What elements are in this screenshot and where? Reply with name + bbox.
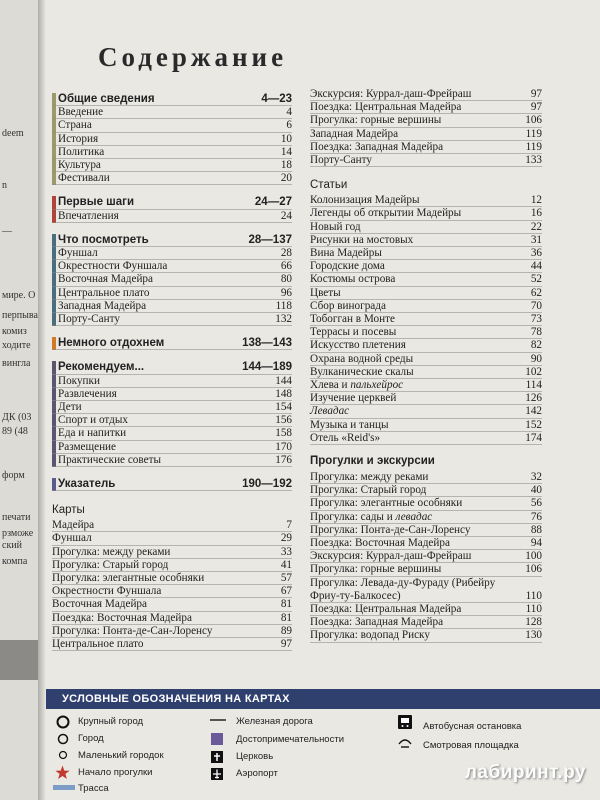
articles-heading: Статьи — [310, 179, 348, 192]
toc-entry[interactable] — [310, 616, 542, 629]
entry-title: Политика — [58, 145, 105, 158]
entry-page: 110 — [525, 603, 542, 615]
entry-page: 118 — [275, 299, 292, 312]
entry-page: 106 — [525, 114, 542, 127]
entry-title: Поездка: Западная Мадейра — [310, 140, 444, 153]
entry-title: Порту-Санту — [310, 154, 372, 166]
entry-title: Фриу-ту-Балкосес) — [310, 589, 401, 602]
entry-page: 133 — [525, 154, 542, 166]
toc-entry[interactable] — [52, 146, 292, 159]
toc-entry[interactable] — [52, 612, 292, 625]
entry-title: Центральное плато — [58, 286, 150, 299]
snippet-text: 89 (48 — [2, 426, 28, 437]
entry-page: 130 — [525, 629, 542, 642]
book-spine-shadow — [38, 0, 46, 800]
entry-page: 18 — [280, 159, 292, 171]
entry-page: 40 — [530, 484, 542, 497]
toc-entry[interactable] — [52, 313, 292, 326]
snippet-text: печати — [2, 512, 31, 523]
toc-entry[interactable] — [310, 353, 542, 366]
entry-title-italic: пальхейрос — [350, 379, 404, 391]
legend-airport: Аэропорт — [236, 768, 278, 779]
legend-sights: Достопримечательности — [236, 734, 345, 745]
toc-entry[interactable] — [52, 559, 292, 572]
toc-entry[interactable] — [310, 128, 542, 141]
toc-entry[interactable] — [310, 194, 542, 207]
entry-title: Первые шаги — [58, 196, 135, 209]
toc-entry[interactable] — [310, 511, 542, 524]
map-legend — [38, 683, 600, 800]
toc-entry[interactable] — [310, 234, 542, 247]
toc-entry[interactable] — [310, 221, 542, 234]
entry-title: Прогулка: между реками — [310, 471, 429, 483]
toc-entry[interactable] — [310, 339, 542, 352]
toc-entry[interactable] — [310, 154, 542, 167]
toc-entry[interactable] — [52, 210, 292, 223]
entry-page: 28 — [280, 247, 292, 259]
entry-title: Прогулка: Понта-де-Сан-Лоренсу — [310, 523, 471, 536]
snippet-text: n — [2, 180, 7, 191]
entry-title: Западная Мадейра — [310, 127, 399, 140]
snippet-text: перпыва — [2, 310, 38, 321]
toc-entry[interactable] — [310, 313, 542, 326]
toc-entry[interactable] — [310, 471, 542, 484]
entry-title: Прогулка: Старый город — [310, 484, 427, 497]
toc-entry[interactable] — [52, 401, 292, 414]
entry-title: Рисунки на мостовых — [310, 233, 414, 246]
entry-title: Порту-Санту — [58, 313, 120, 325]
toc-entry[interactable] — [310, 326, 542, 339]
entry-title: Прогулка: Понта-де-Сан-Лоренсу — [52, 624, 213, 637]
toc-entry[interactable] — [310, 550, 542, 563]
divider — [52, 349, 292, 350]
divider — [52, 325, 292, 326]
entry-page: 148 — [275, 387, 292, 400]
toc-entry[interactable] — [310, 432, 542, 445]
highway-line-icon — [53, 784, 75, 792]
entry-title: Введение — [58, 106, 104, 119]
divider — [52, 650, 292, 651]
entry-title: Костюмы острова — [310, 273, 396, 286]
entry-page: 56 — [530, 497, 542, 510]
entry-page: 158 — [275, 427, 292, 440]
toc-entry[interactable] — [52, 441, 292, 454]
entry-title: Восточная Мадейра — [52, 598, 147, 611]
snippet-text: рзможе — [2, 528, 34, 539]
sight-square-icon — [211, 733, 223, 745]
legend-viewpoint: Смотровая площадка — [423, 740, 519, 751]
entry-page: 82 — [530, 339, 542, 352]
entry-title: Экскурсия: Куррал-даш-Фрейраш — [310, 550, 472, 563]
entry-title: Поездка: Центральная Мадейра — [310, 101, 462, 114]
toc-entry[interactable] — [52, 519, 292, 532]
entry-title: Тобогган в Монте — [310, 313, 395, 325]
entry-title: Прогулка: горные вершины — [310, 563, 442, 576]
toc-entry[interactable] — [310, 260, 542, 273]
entry-page: 7 — [286, 519, 292, 532]
toc-entry[interactable] — [310, 379, 542, 392]
entry-page: 88 — [530, 523, 542, 536]
entry-title: Поездка: Восточная Мадейра — [52, 611, 192, 624]
toc-entry[interactable] — [52, 273, 292, 286]
toc-entry[interactable] — [310, 273, 542, 286]
airport-icon — [211, 768, 223, 780]
entry-page: 102 — [525, 365, 542, 378]
toc-entry[interactable] — [52, 172, 292, 185]
legend-highway: Трасса — [78, 783, 109, 794]
entry-title: Прогулка: водопад Риску — [310, 629, 430, 642]
entry-page: 67 — [280, 585, 292, 598]
legend-church: Церковь — [236, 751, 274, 762]
legend-small-town: Маленький городок — [78, 750, 164, 761]
entry-page: 6 — [286, 119, 292, 132]
toc-entry[interactable] — [310, 366, 542, 379]
entry-page: 144 — [275, 374, 292, 387]
snippet-text: компа — [2, 556, 28, 567]
entry-page: 114 — [525, 379, 542, 391]
snippet-text: ский — [2, 540, 22, 551]
viewpoint-icon — [398, 735, 412, 749]
divider — [52, 466, 292, 467]
section-heading[interactable] — [52, 234, 292, 247]
toc-entry[interactable] — [310, 629, 542, 642]
entry-page: 16 — [530, 207, 542, 220]
toc-entry[interactable] — [52, 572, 292, 585]
entry-page: 90 — [530, 352, 542, 365]
maps-heading: Карты — [52, 504, 85, 517]
toc-entry[interactable] — [310, 88, 542, 101]
toc-entry[interactable] — [52, 133, 292, 146]
entry-page: 110 — [525, 589, 542, 602]
entry-page: 97 — [530, 88, 542, 100]
toc-entry[interactable] — [310, 247, 542, 260]
entry-title: Спорт и отдых — [58, 414, 128, 427]
entry-page: 44 — [530, 260, 542, 273]
toc-entry[interactable] — [52, 287, 292, 300]
entry-page: 14 — [280, 145, 292, 158]
entry-page: 12 — [530, 194, 542, 207]
divider — [310, 166, 542, 167]
entry-title: Развлечения — [58, 387, 117, 400]
toc-entry[interactable] — [52, 300, 292, 313]
toc-entry[interactable] — [310, 207, 542, 220]
section-heading[interactable] — [52, 196, 292, 209]
entry-title: Покупки — [58, 374, 100, 387]
entry-title: Прогулка: элегантные особняки — [310, 497, 463, 510]
entry-page: 119 — [525, 140, 542, 153]
entry-page: 80 — [280, 273, 292, 286]
entry-page: 4 — [286, 106, 292, 119]
entry-title: Прогулка: горные вершины — [310, 114, 442, 127]
legend-railway: Железная дорога — [236, 716, 313, 727]
snippet-text: deem — [2, 128, 24, 139]
entry-title: Практические советы — [58, 453, 161, 466]
toc-entry[interactable] — [310, 419, 542, 432]
entry-title: Вина Мадейры — [310, 247, 382, 259]
entry-title: Изучение церквей — [310, 392, 397, 405]
toc-entry[interactable] — [310, 300, 542, 313]
entry-title: Центральное плато — [52, 638, 144, 650]
toc-entry[interactable] — [310, 577, 542, 590]
toc-entry[interactable] — [52, 388, 292, 401]
entry-page: 28—137 — [248, 233, 292, 246]
toc-entry[interactable] — [310, 141, 542, 154]
toc-entry[interactable] — [52, 247, 292, 260]
snippet-text: вингла — [2, 358, 31, 369]
snippet-text: ДК (03 — [2, 412, 32, 423]
entry-page: 100 — [525, 550, 542, 563]
entry-title: Охрана водной среды — [310, 352, 414, 365]
legend-title: УСЛОВНЫЕ ОБОЗНАЧЕНИЯ НА КАРТАХ — [46, 689, 600, 709]
entry-page: 144—189 — [242, 361, 292, 374]
entry-title: Новый год — [310, 220, 361, 233]
snippet-text: комиз — [2, 326, 27, 337]
entry-page: 36 — [530, 247, 542, 259]
toc-entry[interactable] — [310, 537, 542, 550]
entry-title: Фестивали — [58, 172, 110, 185]
entry-title: Впечатления — [58, 209, 119, 222]
legend-city: Город — [78, 733, 104, 744]
toc-entry[interactable] — [310, 497, 542, 510]
section-heading[interactable] — [52, 337, 292, 350]
toc-entry[interactable] — [310, 392, 542, 405]
entry-page: 73 — [530, 313, 542, 325]
entry-title: Фуншал — [52, 532, 92, 545]
toc-entry[interactable] — [310, 484, 542, 497]
entry-page: 97 — [280, 638, 292, 650]
toc-entry[interactable] — [52, 106, 292, 119]
entry-title: Террасы и посевы — [310, 326, 397, 339]
entry-title: Левадас — [310, 405, 350, 418]
entry-title: Немного отдохнем — [58, 337, 165, 350]
entry-title: Прогулка: между реками — [52, 545, 171, 558]
entry-title: Мадейра — [52, 519, 95, 532]
entry-title: Дети — [58, 401, 82, 413]
entry-title: Вулканические скалы — [310, 365, 414, 378]
entry-title: Цветы — [310, 286, 341, 299]
entry-page: 32 — [530, 471, 542, 483]
toc-entry[interactable] — [310, 287, 542, 300]
entry-title: Музыка и танцы — [310, 418, 389, 431]
entry-title: Общие сведения — [58, 93, 155, 105]
entry-page: 81 — [280, 598, 292, 611]
toc-entry[interactable] — [52, 625, 292, 638]
entry-page: 33 — [280, 545, 292, 558]
entry-title: Прогулка: элегантные особняки — [52, 572, 205, 584]
entry-page: 78 — [530, 326, 542, 339]
toc-entry[interactable] — [310, 563, 542, 576]
entry-title: Размещение — [58, 440, 117, 453]
entry-title: Что посмотреть — [58, 233, 149, 246]
entry-title: Восточная Мадейра — [58, 273, 153, 286]
toc-entry[interactable] — [310, 114, 542, 127]
large-city-icon — [56, 715, 70, 729]
entry-title: Прогулка: сады и левадас — [310, 510, 433, 523]
toc-entry[interactable] — [52, 585, 292, 598]
entry-page: 66 — [280, 260, 292, 273]
entry-page: 128 — [525, 616, 542, 629]
snippet-text: форм — [2, 470, 25, 481]
entry-title: Страна — [58, 119, 92, 132]
toc-entry[interactable] — [52, 638, 292, 651]
toc-entry[interactable] — [52, 427, 292, 440]
entry-page: 132 — [275, 313, 292, 325]
entry-title: Легенды об открытии Мадейры — [310, 207, 462, 220]
entry-title: Западная Мадейра — [58, 299, 147, 312]
entry-page: 176 — [275, 453, 292, 466]
entry-page: 170 — [275, 440, 292, 453]
entry-page: 89 — [280, 624, 292, 637]
entry-title: Окрестности Фуншала — [52, 585, 162, 598]
entry-page: 94 — [530, 537, 542, 549]
entry-page: 41 — [280, 558, 292, 571]
entry-title: Фуншал — [58, 247, 98, 259]
toc-entry[interactable] — [52, 414, 292, 427]
city-icon — [57, 733, 69, 745]
entry-title: История — [58, 132, 99, 145]
toc-entry[interactable] — [52, 532, 292, 545]
legend-large-city: Крупный город — [78, 716, 144, 727]
entry-page: 174 — [525, 431, 542, 444]
entry-title: Прогулка: Старый город — [52, 558, 169, 571]
toc-entry[interactable] — [310, 524, 542, 537]
entry-title: Городские дома — [310, 260, 385, 273]
entry-page: 70 — [530, 299, 542, 312]
walks-heading: Прогулки и экскурсии — [310, 455, 435, 467]
entry-page: 119 — [525, 127, 542, 140]
snippet-text: — — [2, 226, 12, 237]
toc-entry[interactable] — [52, 454, 292, 467]
entry-page: 126 — [525, 392, 542, 405]
divider — [310, 444, 542, 445]
entry-page: 52 — [530, 273, 542, 286]
entry-page: 22 — [530, 220, 542, 233]
adjacent-page-snippet — [0, 0, 38, 800]
entry-title: Поездка: Восточная Мадейра — [310, 537, 450, 549]
entry-page: 24 — [280, 209, 292, 222]
toc-entry[interactable] — [52, 546, 292, 559]
section-heading[interactable] — [52, 361, 292, 374]
entry-page: 31 — [530, 233, 542, 246]
entry-title: Поездка: Западная Мадейра — [310, 616, 444, 629]
bus-stop-icon — [398, 715, 412, 729]
toc-entry[interactable] — [52, 375, 292, 388]
entry-title: Еда и напитки — [58, 427, 127, 440]
legend-walk-start: Начало прогулки — [78, 767, 153, 778]
legend-bus-stop: Автобусная остановка — [423, 721, 522, 732]
entry-page: 81 — [280, 611, 292, 624]
entry-title-italic: левадас — [395, 510, 433, 523]
entry-title: Рекомендуем... — [58, 361, 145, 374]
entry-page: 190—192 — [242, 478, 292, 490]
entry-title: Указатель — [58, 478, 116, 490]
entry-page: 156 — [275, 414, 292, 427]
entry-page: 142 — [525, 405, 542, 418]
divider — [52, 490, 292, 491]
walk-start-star-icon — [55, 765, 70, 780]
entry-title: Окрестности Фуншала — [58, 260, 168, 273]
entry-page: 29 — [280, 532, 292, 545]
section-heading[interactable] — [52, 478, 292, 491]
toc-entry[interactable] — [52, 119, 292, 132]
entry-page: 96 — [280, 286, 292, 299]
toc-entry[interactable] — [52, 159, 292, 172]
entry-page: 154 — [275, 401, 292, 413]
divider — [52, 222, 292, 223]
entry-title: Сбор винограда — [310, 299, 386, 312]
entry-page: 138—143 — [242, 337, 292, 350]
page-title: Содержание — [98, 42, 288, 72]
entry-title: Хлева и пальхейрос — [310, 379, 404, 391]
toc-entry[interactable] — [310, 101, 542, 114]
toc-entry[interactable] — [52, 598, 292, 611]
railway-icon — [210, 717, 226, 723]
entry-page: 57 — [280, 572, 292, 584]
entry-title: Отель «Reid's» — [310, 431, 381, 444]
entry-title: Колонизация Мадейры — [310, 194, 420, 207]
entry-page: 4—23 — [261, 93, 292, 105]
entry-title: Поездка: Центральная Мадейра — [310, 603, 462, 615]
entry-page: 24—27 — [254, 196, 292, 209]
section-heading[interactable] — [52, 93, 292, 106]
snippet-text: мире. О — [2, 290, 36, 301]
entry-title: Искусство плетения — [310, 339, 406, 352]
divider — [310, 642, 542, 643]
snippet-band — [0, 640, 38, 680]
toc-entry[interactable] — [310, 405, 542, 418]
entry-page: 97 — [530, 101, 542, 114]
entry-page: 10 — [280, 132, 292, 145]
toc-entry[interactable] — [310, 590, 542, 603]
toc-entry[interactable] — [310, 603, 542, 616]
small-town-icon — [58, 750, 68, 760]
entry-title: Экскурсия: Куррал-даш-Фрейраш — [310, 88, 472, 100]
entry-page: 106 — [525, 563, 542, 576]
entry-page: 76 — [530, 510, 542, 523]
entry-page: 152 — [525, 418, 542, 431]
toc-entry[interactable] — [52, 260, 292, 273]
entry-title: Культура — [58, 159, 101, 171]
snippet-text: ходите — [2, 340, 31, 351]
watermark: лабиринт.ру — [464, 762, 586, 783]
divider — [52, 184, 292, 185]
entry-page: 62 — [530, 286, 542, 299]
entry-title: Прогулка: Левада-ду-Фураду (Рибейру — [310, 576, 496, 589]
entry-page: 20 — [280, 172, 292, 185]
church-icon — [211, 751, 223, 763]
